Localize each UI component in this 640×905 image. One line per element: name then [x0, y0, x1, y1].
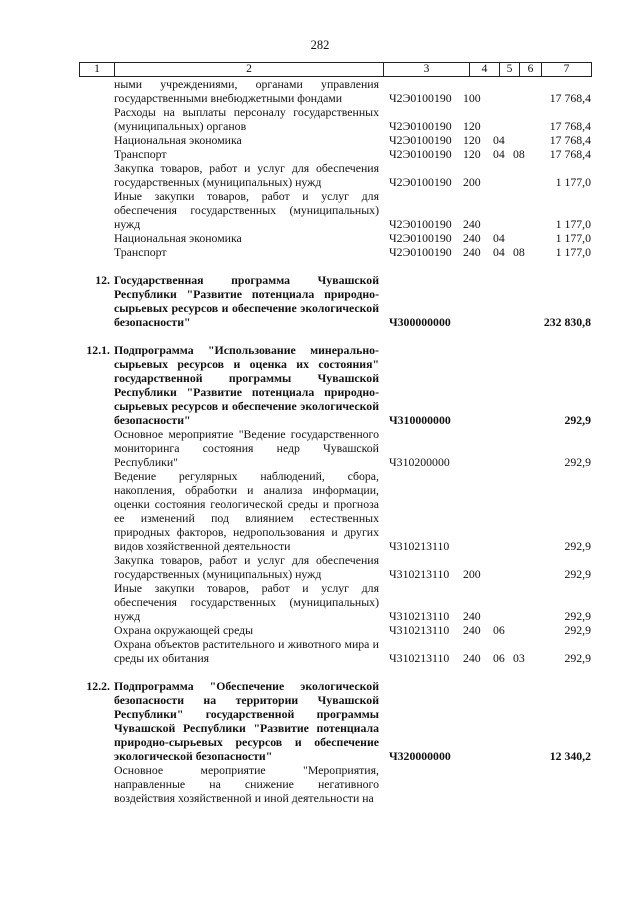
row-subsection: [513, 189, 535, 231]
row-section: 04: [493, 245, 505, 259]
row-description: Транспорт: [114, 147, 167, 161]
row-spacer: [79, 665, 591, 679]
header-col-2: 2: [115, 63, 384, 77]
program-row: [79, 273, 591, 329]
row-expense-type: 120: [463, 119, 481, 133]
table-row: [79, 105, 591, 133]
row-number: 12.1.: [86, 343, 110, 357]
row-number: 12.: [95, 273, 110, 287]
row-target-code: Ч2Э0100190: [389, 231, 452, 245]
table-row: [79, 469, 591, 553]
row-number: [79, 245, 114, 259]
row-expense-type: 240: [463, 231, 481, 245]
page-number: 282: [310, 38, 330, 52]
table-row: [79, 147, 591, 161]
table-body: [79, 77, 591, 805]
row-target-code: [383, 763, 463, 805]
row-amount: 292,9: [564, 539, 591, 553]
row-target-code: Ч310213110: [389, 567, 450, 581]
row-expense-type: 240: [463, 651, 481, 665]
row-expense-type: [463, 343, 493, 427]
budget-table: [79, 62, 591, 805]
row-description: Подпрограмма "Обеспечение экологической безопасности на территории Чувашской Республики" государственной программы Чувашской Республики "Развитие потенциала природно-сырьевых ресурсов и обеспечение экологической безопасности": [114, 679, 379, 763]
row-description: Национальная экономика: [114, 133, 242, 147]
row-target-code: Ч300000000: [389, 315, 451, 329]
row-target-code: Ч310213110: [389, 609, 450, 623]
row-amount: 292,9: [564, 413, 591, 427]
row-target-code: Ч2Э0100190: [389, 217, 452, 231]
row-expense-type: 120: [463, 133, 481, 147]
row-amount: 292,9: [564, 455, 591, 469]
row-target-code: Ч2Э0100190: [389, 91, 452, 105]
header-col-5: 5: [500, 63, 520, 77]
row-number: [79, 147, 114, 161]
row-subsection: 08: [513, 147, 525, 161]
row-expense-type: 100: [463, 91, 481, 105]
row-description: Закупка товаров, работ и услуг для обеспечения государственных (муниципальных) нужд: [114, 161, 379, 189]
row-section: 04: [493, 133, 505, 147]
program-row: [79, 343, 591, 427]
row-number: [79, 427, 114, 469]
row-amount: 12 340,2: [549, 749, 591, 763]
table-row: [79, 231, 591, 245]
row-amount: 1 177,0: [555, 231, 591, 245]
row-number: [79, 77, 114, 105]
row-number: [79, 581, 114, 623]
row-expense-type: 200: [463, 175, 481, 189]
table-row: [79, 763, 591, 805]
row-target-code: Ч310213110: [389, 623, 450, 637]
row-section: [493, 469, 513, 553]
table-header: [79, 62, 592, 77]
row-section: 06: [493, 623, 505, 637]
row-amount: 232 830,8: [543, 315, 591, 329]
table-row: [79, 189, 591, 231]
table-row: [79, 553, 591, 581]
row-expense-type: 240: [463, 623, 481, 637]
row-spacer: [79, 259, 591, 273]
row-target-code: Ч2Э0100190: [389, 119, 452, 133]
table-row: [79, 623, 591, 637]
row-section: 04: [493, 147, 505, 161]
row-target-code: Ч310213110: [389, 539, 450, 553]
row-subsection: [513, 161, 535, 189]
header-col-4: 4: [470, 63, 500, 77]
row-section: [493, 763, 513, 805]
row-expense-type: [463, 679, 493, 763]
row-number: [79, 553, 114, 581]
row-target-code: Ч310200000: [389, 455, 450, 469]
row-subsection: [513, 231, 535, 245]
row-subsection: [513, 343, 535, 427]
row-subsection: 03: [513, 651, 525, 665]
row-target-code: Ч310000000: [389, 413, 451, 427]
row-amount: [535, 763, 591, 805]
table-row: [79, 161, 591, 189]
row-expense-type: [463, 427, 493, 469]
row-number: [79, 637, 114, 665]
row-expense-type: 120: [463, 147, 481, 161]
row-target-code: Ч2Э0100190: [389, 147, 452, 161]
header-col-3: 3: [384, 63, 470, 77]
row-number: [79, 231, 114, 245]
row-subsection: [513, 273, 535, 329]
row-amount: 17 768,4: [549, 91, 591, 105]
row-section: [493, 189, 513, 231]
row-section: [493, 343, 513, 427]
row-amount: 292,9: [564, 567, 591, 581]
table-row: [79, 77, 591, 105]
row-description: Охрана объектов растительного и животного мира и среды их обитания: [114, 637, 379, 665]
row-section: [493, 273, 513, 329]
row-spacer: [79, 329, 591, 343]
row-description: Ведение регулярных наблюдений, сбора, накопления, обработки и анализа информации, оценки состояния геологической среды и прогноза ее изменений под влиянием естественных природных факторов, недропользования и других видов хозяйственной деятельности: [114, 469, 379, 553]
row-number: [79, 189, 114, 231]
row-amount: 292,9: [564, 623, 591, 637]
row-description: Национальная экономика: [114, 231, 242, 245]
table-row: [79, 427, 591, 469]
row-expense-type: [463, 763, 493, 805]
row-description: Иные закупки товаров, работ и услуг для обеспечения государственных (муниципальных) нужд: [114, 581, 379, 623]
row-section: [493, 77, 513, 105]
row-subsection: [513, 105, 535, 133]
row-amount: 292,9: [564, 651, 591, 665]
row-target-code: Ч2Э0100190: [389, 133, 452, 147]
row-expense-type: [463, 273, 493, 329]
row-expense-type: 240: [463, 609, 481, 623]
row-description: Расходы на выплаты персоналу государственных (муниципальных) органов: [114, 105, 379, 133]
row-number: [79, 133, 114, 147]
row-number: 12.2.: [86, 679, 110, 693]
row-amount: 1 177,0: [555, 175, 591, 189]
row-section: [493, 553, 513, 581]
row-target-code: Ч2Э0100190: [389, 175, 452, 189]
row-subsection: [513, 581, 535, 623]
row-description: Основное мероприятие "Ведение государственного мониторинга состояния недр Чувашской Республики": [114, 427, 379, 469]
row-subsection: [513, 763, 535, 805]
row-section: 06: [493, 651, 505, 665]
row-subsection: [513, 623, 535, 637]
table-row: [79, 133, 591, 147]
table-row: [79, 637, 591, 665]
row-description: Подпрограмма "Использование минерально-сырьевых ресурсов и оценка их состояния" государственной программы Чувашской Республики "Развитие потенциала природно-сырьевых ресурсов и обеспечение экологической безопасности": [114, 343, 379, 427]
table-row: [79, 581, 591, 623]
row-amount: 17 768,4: [549, 147, 591, 161]
row-description: Основное мероприятие "Мероприятия, направленные на снижение негативного воздействия хозяйственной и иной деятельности на: [114, 763, 379, 805]
row-number: [79, 763, 114, 805]
row-amount: 17 768,4: [549, 133, 591, 147]
row-description: Закупка товаров, работ и услуг для обеспечения государственных (муниципальных) нужд: [114, 553, 379, 581]
row-subsection: [513, 469, 535, 553]
row-description: Транспорт: [114, 245, 167, 259]
row-expense-type: 240: [463, 245, 481, 259]
row-description: Государственная программа Чувашской Республики "Развитие потенциала природно-сырьевых ресурсов и обеспечение экологической безопасности": [114, 273, 379, 329]
program-row: [79, 679, 591, 763]
row-target-code: Ч2Э0100190: [389, 245, 452, 259]
row-number: [79, 623, 114, 637]
row-expense-type: 240: [463, 217, 481, 231]
row-number: [79, 469, 114, 553]
row-target-code: Ч310213110: [389, 651, 450, 665]
row-section: [493, 581, 513, 623]
row-amount: 1 177,0: [555, 217, 591, 231]
row-subsection: [513, 679, 535, 763]
row-subsection: [513, 133, 535, 147]
row-expense-type: 200: [463, 567, 481, 581]
row-amount: 1 177,0: [555, 245, 591, 259]
row-subsection: [513, 427, 535, 469]
row-section: [493, 105, 513, 133]
row-number: [79, 105, 114, 133]
row-target-code: Ч320000000: [389, 749, 451, 763]
row-section: [493, 161, 513, 189]
row-description: ными учреждениями, органами управления государственными внебюджетными фондами: [114, 77, 379, 105]
header-col-7: 7: [542, 63, 592, 77]
row-section: [493, 427, 513, 469]
row-section: 04: [493, 231, 505, 245]
row-subsection: [513, 553, 535, 581]
row-expense-type: [463, 469, 493, 553]
row-amount: 292,9: [564, 609, 591, 623]
row-description: Охрана окружающей среды: [114, 623, 254, 637]
table-row: [79, 245, 591, 259]
row-subsection: 08: [513, 245, 525, 259]
row-description: Иные закупки товаров, работ и услуг для обеспечения государственных (муниципальных) нужд: [114, 189, 379, 231]
row-amount: 17 768,4: [549, 119, 591, 133]
row-number: [79, 161, 114, 189]
row-subsection: [513, 77, 535, 105]
row-section: [493, 679, 513, 763]
header-col-1: 1: [80, 63, 115, 77]
header-col-6: 6: [520, 63, 542, 77]
